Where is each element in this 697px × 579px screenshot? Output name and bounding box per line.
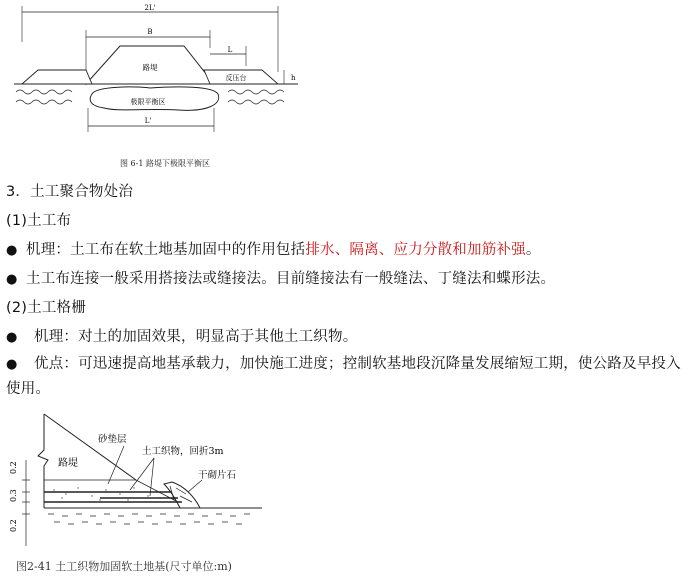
- section-heading: 3．土工聚合物处治: [6, 184, 134, 200]
- bullet-icon: ●: [6, 330, 18, 345]
- bullet-mechanism-geogrid: [6, 323, 692, 352]
- limit-zone-label: 极限平衡区: [130, 98, 166, 106]
- dry-stone-label: 干砌片石: [198, 470, 237, 481]
- dim-l-label: L: [227, 46, 233, 54]
- figure2-caption: 图2-41 土工织物加固软土地基(尺寸单位:m): [16, 560, 232, 573]
- sand-cushion-label: 砂垫层: [98, 434, 127, 445]
- dim-mid-label: 0.3: [9, 489, 18, 502]
- bullet-icon: ●: [6, 272, 18, 287]
- bullet-text: 土工布连接一般采用搭接法或缝接法。目前缝接法有一般缝法、丁缝法和蝶形法。: [26, 271, 556, 287]
- highlight-text: 排水、隔离、应力分散和加筋补强: [305, 242, 526, 258]
- dim-lprime-label: L': [144, 117, 152, 125]
- dim-h-label: h: [291, 74, 296, 82]
- figure-embankment-equilibrium-zone: [8, 0, 298, 178]
- bullet-icon: ●: [6, 243, 18, 258]
- figure-geotextile-reinforcement: [4, 410, 266, 556]
- dim-b-label: B: [147, 28, 153, 36]
- subheading-geogrid: (2)土工格栅: [6, 300, 86, 316]
- dim-bottom-label: 0.2: [9, 519, 18, 532]
- bullet-advantages: [6, 352, 692, 402]
- text-body: [6, 178, 692, 402]
- dim-top-label: 0.2: [9, 461, 18, 474]
- bullet-mechanism-geotextile: [6, 236, 692, 265]
- bullet-text: 机理：对土的加固效果，明显高于其他土工织物。: [34, 329, 358, 345]
- bullet-icon: ●: [6, 357, 18, 372]
- figure1-caption: 图 6-1 路堤下极限平衡区: [120, 159, 210, 168]
- bullet-text-prefix: 机理：土工布在软土地基加固中的作用包括: [26, 242, 306, 258]
- berm-label: 反压台: [225, 74, 247, 82]
- bullet-connection-methods: [6, 265, 692, 294]
- dim-2l-label: 2L': [144, 4, 156, 12]
- bullet-text-suffix: 。: [525, 242, 541, 258]
- geotextile-label: 土工织物，回折3m: [142, 446, 224, 457]
- subheading-geotextile: (1)土工布: [6, 213, 72, 229]
- embankment-label: 路堤: [58, 458, 78, 469]
- embankment-label: 路堤: [142, 63, 158, 72]
- bullet-text: 优点：可迅速提高地基承载力，加快施工进度；控制软基地段沉降量发展缩短工期，使公路及早投入使用。: [6, 356, 681, 397]
